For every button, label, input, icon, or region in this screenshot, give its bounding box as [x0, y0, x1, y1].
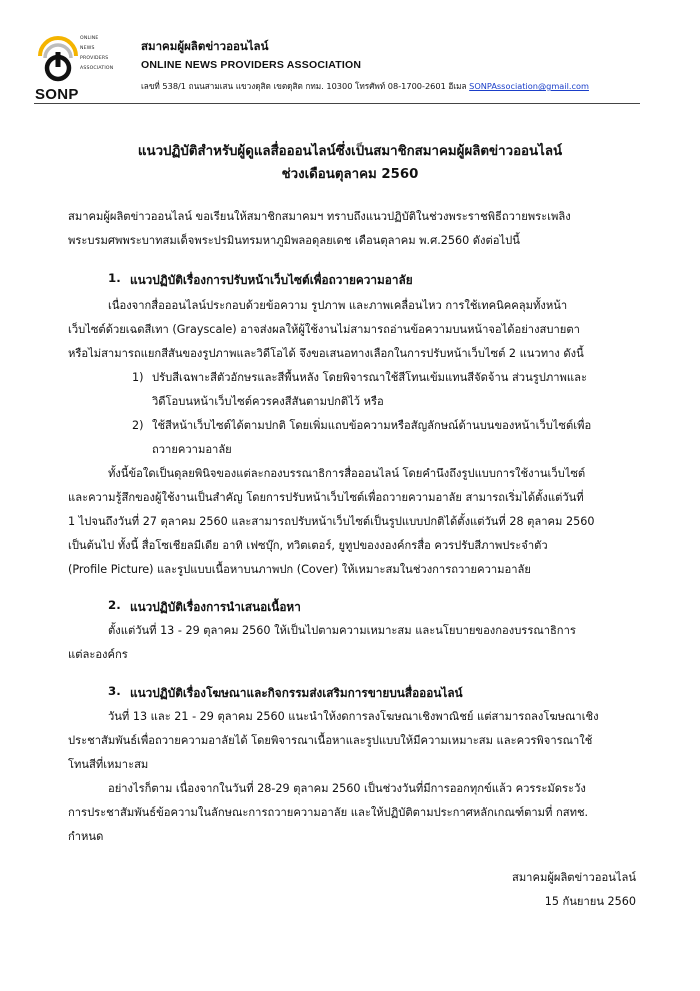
signature-org: สมาคมผู้ผลิตข่าวออนไลน์	[511, 871, 636, 884]
option-2-line: ถวายความอาลัย	[152, 443, 232, 456]
logo-text-line: ONLINE	[80, 36, 99, 41]
section-3-number: 3.	[108, 684, 121, 698]
power-broadcast-icon	[34, 30, 82, 86]
org-name-english: ONLINE NEWS PROVIDERS ASSOCIATION	[141, 59, 362, 71]
section-1-number: 1.	[108, 271, 121, 285]
document-subtitle: ช่วงเดือนตุลาคม 2560	[281, 167, 419, 182]
logo-abbreviation: SONP	[35, 86, 79, 103]
logo-text-line: PROVIDERS	[80, 56, 109, 61]
section-1-paragraph-line: (Profile Picture) และรูปแบบเนื้อหาบนภาพปก (Cover) ให้เหมาะสมในช่วงการถวายความอาลัย	[68, 563, 531, 576]
logo-text-line: NEWS	[80, 46, 95, 51]
option-1-marker: 1)	[132, 371, 144, 384]
intro-line: สมาคมผู้ผลิตข่าวออนไลน์ ขอเรียนให้สมาชิกสมาคมฯ ทราบถึงแนวปฏิบัติในช่วงพระราชพิธีถวายพระเพลิง	[68, 210, 571, 223]
section-3-paragraph-line: วันที่ 13 และ 21 - 29 ตุลาคม 2560 แนะนำให้งดการลงโฆษณาเชิงพาณิชย์ แต่สามารถลงโฆษณาเชิง	[108, 710, 599, 723]
section-1-paragraph-line: 1 ไปจนถึงวันที่ 27 ตุลาคม 2560 และสามารถปรับหน้าเว็บไซต์เป็นรูปแบบปกติได้ตั้งแต่วันที่ 28 ตุลาคม 2560	[68, 515, 595, 528]
logo-text-line: ASSOCIATION	[80, 66, 114, 71]
email-link[interactable]: SONPAssociation@gmail.com	[469, 81, 589, 91]
option-2-marker: 2)	[132, 419, 144, 432]
org-address: เลขที่ 538/1 ถนนสามเสน แขวงดุสิต เขตดุสิต กทม. 10300 โทรศัพท์ 08-1700-2601 อีเมล	[141, 81, 467, 91]
section-3-paragraph-line: อย่างไรก็ตาม เนื่องจากในวันที่ 28-29 ตุลาคม 2560 เป็นช่วงวันที่มีการออกทุกข์แล้ว ควรระมัดระวัง	[108, 782, 586, 795]
section-1-paragraph-line: เว็บไซต์ด้วยเฉดสีเทา (Grayscale) อาจส่งผลให้ผู้ใช้งานไม่สามารถอ่านข้อความบนหน้าจอได้อย่างสบายตา	[68, 323, 580, 336]
section-1-paragraph-line: และความรู้สึกของผู้ใช้งานเป็นสำคัญ โดยการปรับหน้าเว็บไซต์เพื่อถวายความอาลัย สามารถเริ่มได้ตั้งแต่วันที่	[68, 491, 584, 504]
section-1-paragraph-line: เป็นต้นไป ทั้งนี้ สื่อโซเชียลมีเดีย อาทิ เฟซบุ๊ก, ทวิตเตอร์, ยูทูปของงองค์กรสื่อ ควรปรับสีภาพประจำตัว	[68, 539, 548, 552]
section-3-paragraph-line: การประชาสัมพันธ์ข้อความในลักษณะการถวายความอาลัย และให้ปฏิบัติตามประกาศหลักเกณฑ์ตามที่ กสทช.	[68, 806, 589, 819]
org-name-thai: สมาคมผู้ผลิตข่าวออนไลน์	[141, 39, 269, 53]
sonp-logo	[34, 30, 142, 108]
section-1-heading: แนวปฏิบัติเรื่องการปรับหน้าเว็บไซต์เพื่อถวายความอาลัย	[130, 273, 413, 287]
section-2-number: 2.	[108, 598, 121, 612]
section-3-paragraph-line: กำหนด	[68, 830, 104, 843]
section-3-heading: แนวปฏิบัติเรื่องโฆษณาและกิจกรรมส่งเสริมการขายบนสื่อออนไลน์	[130, 686, 463, 700]
letterhead	[34, 30, 640, 110]
option-1-line: ปรับสีเฉพาะสีตัวอักษรและสีพื้นหลัง โดยพิจารณาใช้สีโทนเข้มแทนสีจัดจ้าน ส่วนรูปภาพและ	[152, 371, 587, 384]
section-2-paragraph-line: แต่ละองค์กร	[68, 648, 128, 661]
section-1-paragraph-line: หรือไม่สามารถแยกสีสันของรูปภาพและวิดีโอได้ จึงขอเสนอทางเลือกในการปรับหน้าเว็บไซต์ 2 แนวทาง ดังนี้	[68, 347, 584, 360]
section-1-paragraph-line: ทั้งนี้ข้อใดเป็นดุลยพินิจของแต่ละกองบรรณาธิการสื่อออนไลน์ โดยคำนึงถึงรูปแบบการใช้งานเว็บไซต์	[108, 467, 586, 480]
section-3-paragraph-line: ประชาสัมพันธ์เพื่อถวายความอาลัยได้ โดยพิจารณาเนื้อหาและรูปแบบให้มีความเหมาะสม และควรพิจารณาใช้	[68, 734, 593, 747]
section-2-heading: แนวปฏิบัติเรื่องการนำเสนอเนื้อหา	[130, 600, 301, 614]
org-address-line	[141, 80, 589, 93]
section-3-paragraph-line: โทนสีที่เหมาะสม	[68, 758, 149, 771]
document-title: แนวปฏิบัติสำหรับผู้ดูแลสื่อออนไลน์ซึ่งเป็นสมาชิกสมาคมผู้ผลิตข่าวออนไลน์	[137, 144, 563, 159]
intro-line: พระบรมศพพระบาทสมเด็จพระปรมินทรมหาภูมิพลอดุลยเดช เดือนตุลาคม พ.ศ.2560 ดังต่อไปนี้	[68, 234, 520, 247]
option-1-line: วิดีโอบนหน้าเว็บไซต์ควรคงสีสันตามปกติไว้ หรือ	[152, 395, 384, 408]
signature-date: 15 กันยายน 2560	[544, 895, 636, 908]
header-divider	[34, 103, 640, 104]
option-2-line: ใช้สีหน้าเว็บไซต์ได้ตามปกติ โดยเพิ่มแถบข้อความหรือสัญลักษณ์ด้านบนของหน้าเว็บไซต์เพื่อ	[152, 419, 592, 432]
section-1-paragraph-line: เนื่องจากสื่อออนไลน์ประกอบด้วยข้อความ รูปภาพ และภาพเคลื่อนไหว การใช้เทคนิคคลุมทั้งหน้า	[108, 299, 568, 312]
section-2-paragraph-line: ตั้งแต่วันที่ 13 - 29 ตุลาคม 2560 ให้เป็นไปตามความเหมาะสม และนโยบายของกองบรรณาธิการ	[108, 624, 576, 637]
